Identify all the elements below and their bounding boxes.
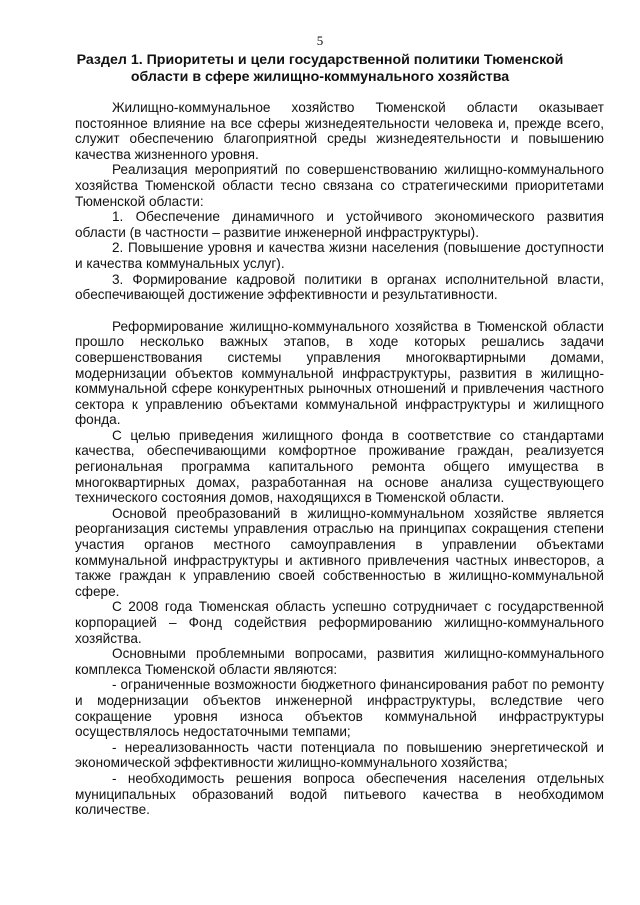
- paragraph-priorities: Реализация мероприятий по совершенствованию жилищно-коммунального хозяйства Тюменской области тесно связана со стратегическими приоритетами Тюменской области:: [75, 162, 604, 209]
- paragraph-reform: Реформирование жилищно-коммунального хозяйства в Тюменской области прошло несколько важных этапов, в ходе которых решались задачи совершенствования системы управления многоквартирными домами, модернизации объектов коммунальной инфраструктуры, развития в жилищно-коммунальной сфере конкурентных рыночных отношений и привлечения частного сектора к управлению объектами коммунальной инфраструктуры и жилищного фонда.: [75, 318, 604, 428]
- paragraph-fund-cooperation: С 2008 года Тюменская область успешно сотрудничает с государственной корпорацией – Фонд содействия реформированию жилищно-коммунального хозяйства.: [75, 599, 604, 646]
- paragraph-problems-intro: Основными проблемными вопросами, развития жилищно-коммунального комплекса Тюменской области являются:: [75, 646, 604, 677]
- priority-item-1: 1. Обеспечение динамичного и устойчивого экономического развития области (в частности – развитие инженерной инфраструктуры).: [75, 209, 604, 240]
- paragraph-intro: Жилищно-коммунальное хозяйство Тюменской области оказывает постоянное влияние на все сферы жизнедеятельности человека и, прежде всего, служит обеспечению благоприятной среды жизнедеятельности и повышению качества жизненного уровня.: [75, 100, 604, 162]
- paragraph-transformation: Основой преобразований в жилищно-коммунальном хозяйстве является реорганизация системы управления отраслью на принципах сокращения степени участия органов местного самоуправления в управлении объектами коммунальной инфраструктуры и активного привлечения частных инвесторов, а также граждан к управлению своей собственностью в жилищно-коммунальной сфере.: [75, 505, 604, 599]
- section-heading-line-2: области в сфере жилищно-коммунального хозяйства: [130, 69, 510, 85]
- document-body: [75, 100, 604, 818]
- problem-item-3: - необходимость решения вопроса обеспечения населения отдельных муниципальных образований водой питьевого качества в необходимом количестве.: [75, 770, 604, 818]
- priority-item-3: 3. Формирование кадровой политики в органах исполнительной власти, обеспечивающей достижение эффективности и результативности.: [75, 271, 604, 303]
- problem-item-2: - нереализованность части потенциала по повышению энергетической и экономической эффективности жилищно-коммунального хозяйства;: [75, 739, 604, 771]
- page-number: 5: [316, 33, 324, 48]
- priority-item-2: 2. Повышение уровня и качества жизни населения (повышение доступности и качества коммунальных услуг).: [75, 240, 604, 271]
- problem-item-1: - ограниченные возможности бюджетного финансирования работ по ремонту и модернизации объектов инженерной инфраструктуры, вследствие чего сокращение уровня износа объектов коммунальной инфраструктуры осуществлялось недостаточными темпами;: [75, 677, 604, 740]
- paragraph-capital-repair: С целью приведения жилищного фонда в соответствие со стандартами качества, обеспечивающими комфортное проживание граждан, реализуется региональная программа капитального ремонта общего имущества в многоквартирных домах, разработанная на основе анализа существующего технического состояния домов, находящихся в Тюменской области.: [75, 427, 604, 506]
- section-heading: [60, 52, 580, 86]
- section-heading-line-1: Раздел 1. Приоритеты и цели государственной политики Тюменской: [76, 52, 564, 68]
